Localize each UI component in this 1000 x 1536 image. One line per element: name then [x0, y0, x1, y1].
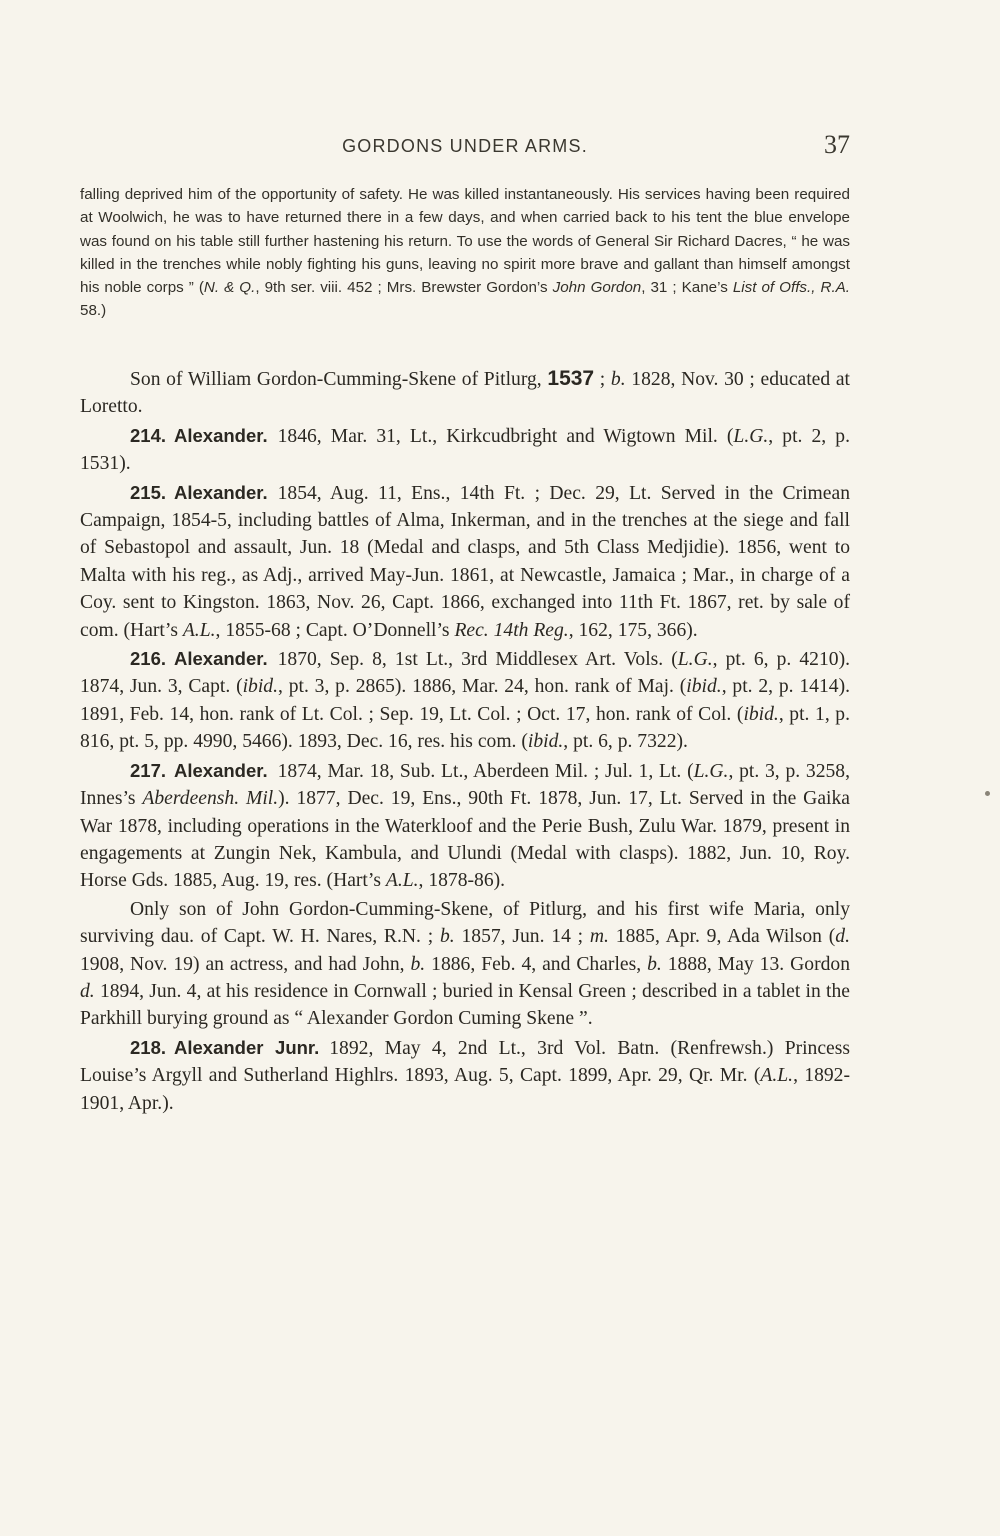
text-run: , 1878-86).	[418, 870, 506, 892]
entry-number: 215.	[130, 481, 167, 503]
intro-lead: Son of William Gordon-Cumming-Skene of Pitlurg,	[130, 369, 542, 390]
text-run: 1885, Apr. 9, Ada Wilson (	[608, 926, 836, 948]
running-head	[80, 130, 850, 160]
italic-citation: L.G.	[677, 649, 713, 671]
text-run: 58.)	[80, 302, 107, 320]
entries-body	[80, 365, 850, 1118]
text-run: ). 1877, Dec. 19, Ens., 90th Ft. 1878, Jun. 17, Lt. Served in the Gaika War 1878, including operations in the Waterkloof and the Perie Bush, Zulu War. 1879, present in engagements at Zungin Nek, Kambula, and Ulundi (Medal with clasps). 1882, Jun. 10, Roy. Horse Gds. 1885, Aug. 19, res. (Hart’s	[80, 788, 850, 892]
text-run: , 1855-68 ; Capt. O’Donnell’s	[215, 619, 455, 641]
entry-name: Alexander.	[174, 481, 268, 503]
cross-reference-number: 1537	[547, 367, 595, 390]
italic-citation: N. & Q.	[203, 279, 256, 297]
text-run: , pt. 2, p. 1531).	[80, 425, 850, 475]
entry-217-biography	[80, 896, 850, 1033]
entry-216	[80, 645, 850, 756]
text-run: Only son of John Gordon-Cumming-Skene, of Pitlurg, and his first wife Maria, only surviving dau. of Capt. W. H. Nares, R.N. ;	[80, 898, 850, 948]
text-run: 1857, Jun. 14 ;	[454, 926, 590, 948]
text-run: , pt. 1, p. 816, pt. 5, pp. 4990, 5466). 1893, Dec. 16, res. his com. (	[80, 703, 850, 753]
text-run: 1894, Jun. 4, at his residence in Cornwall ; buried in Kensal Green ; described in a tablet in the Parkhill burying ground as “ Alexander Gordon Cuming Skene ”.	[80, 980, 850, 1030]
entry-number: 218.	[130, 1036, 167, 1058]
italic-citation: A.L.	[760, 1065, 794, 1087]
entry-name: Alexander.	[174, 648, 268, 670]
text-run: falling deprived him of the opportunity of safety. He was killed instantaneously. His services having been required at Woolwich, he was to have returned there in a few days, and when carried back to his tent the blue envelope was found on his table still further hastening his return. To use the words of General Sir Richard Dacres, “ he was killed in the trenches while nobly fighting his guns, leaving no spirit more brave and gallant than himself amongst his noble corps ” (	[80, 186, 850, 297]
entry-218	[80, 1034, 850, 1117]
italic-citation: b.	[439, 926, 455, 948]
biography-text	[80, 899, 850, 1030]
text-run: , 162, 175, 366).	[568, 619, 698, 641]
entry-214	[80, 422, 850, 478]
text-run: , pt. 2, p. 1414). 1891, Feb. 14, hon. rank of Lt. Col. ; Sep. 19, Lt. Col. ; Oct. 17, hon. rank of Col. (	[80, 676, 850, 725]
text-run: 1888, May 13. Gordon	[661, 953, 850, 975]
italic-citation: List of Offs., R.A.	[732, 279, 851, 297]
italic-citation: ibid.	[527, 731, 564, 753]
page-number: 37	[824, 130, 850, 159]
italic-citation: ibid.	[743, 703, 779, 725]
text-run: , pt. 6, p. 7322).	[563, 731, 688, 753]
entry-name: Alexander Junr.	[174, 1036, 320, 1058]
intro-paragraph	[80, 365, 850, 421]
intro-born-abbrev: b.	[610, 369, 626, 390]
intro-tail: 1828, Nov. 30 ; educated at Loretto.	[80, 369, 850, 418]
intro-tail-separator: ;	[594, 369, 611, 390]
text-run: , pt. 6, p. 4210). 1874, Jun. 3, Capt. (	[80, 649, 850, 698]
text-run: 1870, Sep. 8, 1st Lt., 3rd Middlesex Art. Vols. (	[277, 649, 678, 671]
italic-citation: b.	[647, 953, 662, 975]
entry-number: 217.	[130, 759, 167, 781]
italic-citation: b.	[410, 953, 426, 975]
entry-text	[80, 483, 850, 641]
italic-citation: Rec. 14th Reg.	[454, 619, 569, 641]
italic-citation: A.L.	[385, 870, 419, 892]
text-run: 1892, May 4, 2nd Lt., 3rd Vol. Batn. (Renfrewsh.) Princess Louise’s Argyll and Sutherland Highlrs. 1893, Aug. 5, Capt. 1899, Apr. 29, Qr. Mr. (	[80, 1037, 850, 1087]
entry-name: Alexander.	[174, 759, 268, 781]
italic-citation: L.G.	[733, 425, 769, 447]
italic-citation: L.G.	[693, 760, 729, 782]
italic-citation: d.	[80, 980, 95, 1002]
text-run: , pt. 3, p. 2865). 1886, Mar. 24, hon. rank of Maj. (	[278, 676, 687, 698]
text-run: 1908, Nov. 19) an actress, and had John,	[80, 953, 411, 975]
entry-number: 216.	[130, 648, 167, 670]
italic-citation: A.L.	[182, 619, 216, 641]
text-run: 1886, Feb. 4, and Charles,	[425, 953, 648, 975]
text-run: 1846, Mar. 31, Lt., Kirkcudbright and Wigtown Mil. (	[277, 425, 734, 447]
italic-citation: John Gordon	[552, 279, 642, 297]
text-run: , 9th ser. viii. 452 ; Mrs. Brewster Gordon’s	[255, 279, 553, 297]
note-paragraph	[80, 183, 850, 323]
text-run: 1854, Aug. 11, Ens., 14th Ft. ; Dec. 29, Lt. Served in the Crimean Campaign, 1854-5, including battles of Alma, Inkerman, and in the trenches at the siege and fall of Sebastopol and assault, Jun. 18 (Medal and clasps, and 5th Class Medjidie). 1856, went to Malta with his reg., as Adj., arrived May-Jun. 1861, at Newcastle, Jamaica ; Mar., in charge of a Coy. sent to Kingston. 1863, Nov. 26, Capt. 1866, exchanged into 11th Ft. 1867, ret. by sale of com. (Hart’s	[80, 482, 850, 641]
entry-name: Alexander.	[174, 424, 268, 446]
entry-number: 214.	[130, 424, 167, 446]
text-run: , pt. 3, p. 3258, Innes’s	[80, 760, 850, 810]
continued-note	[80, 183, 850, 323]
italic-citation: m.	[589, 926, 609, 948]
entry-217	[80, 757, 850, 895]
italic-citation: d.	[835, 926, 850, 948]
print-speck	[985, 791, 990, 796]
entry-215	[80, 479, 850, 644]
running-title: GORDONS UNDER ARMS.	[342, 136, 588, 156]
italic-citation: Aberdeensh. Mil.	[142, 788, 279, 810]
text-run: , 31 ; Kane’s	[641, 279, 733, 297]
text-run: , 1892-1901, Apr.).	[80, 1065, 851, 1114]
italic-citation: ibid.	[242, 676, 278, 698]
text-run: 1874, Mar. 18, Sub. Lt., Aberdeen Mil. ; Jul. 1, Lt. (	[277, 760, 694, 782]
italic-citation: ibid.	[686, 676, 722, 698]
